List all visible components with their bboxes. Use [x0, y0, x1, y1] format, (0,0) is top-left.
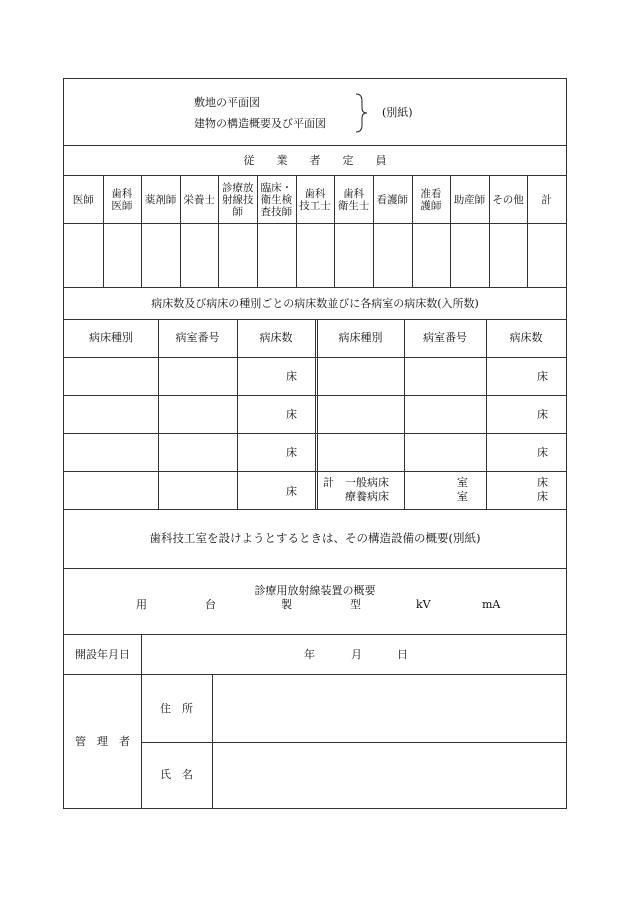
staff-count-field[interactable] — [374, 224, 411, 287]
room-unit: 室 — [457, 476, 468, 489]
bed-unit: 床 — [286, 370, 297, 383]
form-frame — [63, 78, 567, 809]
staff-count-field[interactable] — [297, 224, 334, 287]
staff-title: 従 業 者 定 員 — [243, 154, 387, 167]
staff-count-field[interactable] — [104, 224, 141, 287]
bed-unit: 床 — [286, 485, 297, 498]
xray-field-ma: mA — [482, 598, 501, 611]
name-field[interactable] — [213, 743, 565, 807]
staff-column-header: 医師 — [72, 193, 94, 206]
bed-unit-total: 床 — [537, 476, 548, 489]
bed-count-header-right: 病床数 — [509, 331, 543, 344]
staff-column-header: 臨床・ 衛生検 査技師 — [260, 181, 293, 218]
bed-unit-right: 床 — [537, 408, 548, 421]
address-field[interactable] — [213, 676, 565, 741]
staff-count-field[interactable] — [413, 224, 450, 287]
bed-type-header: 病床種別 — [89, 331, 133, 344]
separate-sheet-note: (別紙) — [382, 106, 413, 119]
month-label: 月 — [351, 648, 362, 661]
staff-count-field[interactable] — [65, 224, 102, 287]
xray-field-maker: 製 — [281, 598, 292, 611]
staff-column-header: 歯科 技工士 — [299, 187, 331, 212]
address-label: 住 所 — [160, 701, 193, 715]
staff-column-header: 准看 護師 — [420, 187, 442, 212]
bed-unit-right: 床 — [537, 446, 548, 459]
staff-count-field[interactable] — [258, 224, 295, 287]
brace-icon — [354, 93, 368, 133]
site-plan-label: 敷地の平面図 — [194, 96, 260, 109]
staff-count-field[interactable] — [142, 224, 179, 287]
staff-count-field[interactable] — [219, 224, 256, 287]
bed-type-header-right: 病床種別 — [338, 331, 383, 344]
bed-unit: 床 — [286, 446, 297, 459]
opening-date-label: 開設年月日 — [75, 647, 130, 661]
general-bed-label: 一般病床 — [345, 476, 389, 489]
bed-count-header: 病床数 — [259, 331, 293, 344]
staff-count-field[interactable] — [528, 224, 565, 287]
xray-field-use: 用 — [136, 598, 147, 611]
year-label: 年 — [304, 648, 315, 661]
room-number-header-right: 病室番号 — [423, 331, 467, 344]
plans-section — [64, 79, 566, 146]
staff-column-header: 薬剤師 — [144, 193, 177, 206]
manager-label: 管 理 者 — [75, 734, 130, 748]
staff-count-field[interactable] — [451, 224, 488, 287]
building-plan-label: 建物の構造概要及び平面図 — [194, 117, 326, 130]
day-label: 日 — [397, 648, 408, 661]
staff-column-header: 助産師 — [453, 193, 486, 206]
manager-section — [64, 675, 566, 808]
xray-field-kv: kV — [416, 598, 431, 611]
total-label: 計 — [323, 476, 334, 489]
bed-unit-total: 床 — [537, 490, 548, 503]
dental-lab-section — [64, 510, 566, 569]
xray-title: 診療用放射線装置の概要 — [254, 584, 376, 597]
staff-count-field[interactable] — [335, 224, 372, 287]
opening-section — [64, 635, 566, 675]
staff-column-header: 栄養士 — [183, 193, 215, 206]
staff-column-header: 診療放 射線技 師 — [222, 181, 254, 218]
long-term-bed-label: 療養病床 — [345, 490, 389, 503]
xray-field-units: 台 — [205, 598, 216, 611]
staff-count-field[interactable] — [181, 224, 218, 287]
staff-column-header: 看護師 — [376, 193, 408, 206]
staff-count-field[interactable] — [490, 224, 527, 287]
staff-column-header: 計 — [541, 193, 552, 206]
room-unit: 室 — [457, 490, 468, 503]
dental-lab-note: 歯科技工室を設けようとするときは、その構造設備の概要(別紙) — [149, 531, 481, 545]
staff-section — [64, 146, 566, 288]
beds-title: 病床数及び病床の種別ごとの病床数並びに各病室の病床数(入所数) — [151, 297, 479, 310]
staff-column-header: 歯科 医師 — [111, 187, 133, 212]
staff-column-header: その他 — [492, 193, 524, 206]
name-label: 氏 名 — [160, 768, 193, 781]
xray-section — [64, 569, 566, 635]
xray-field-model: 型 — [350, 598, 361, 611]
bed-unit: 床 — [286, 408, 297, 421]
bed-unit-right: 床 — [537, 370, 548, 383]
beds-section — [64, 288, 566, 510]
staff-column-header: 歯科 衛生士 — [337, 187, 370, 212]
room-number-header: 病室番号 — [175, 331, 220, 344]
